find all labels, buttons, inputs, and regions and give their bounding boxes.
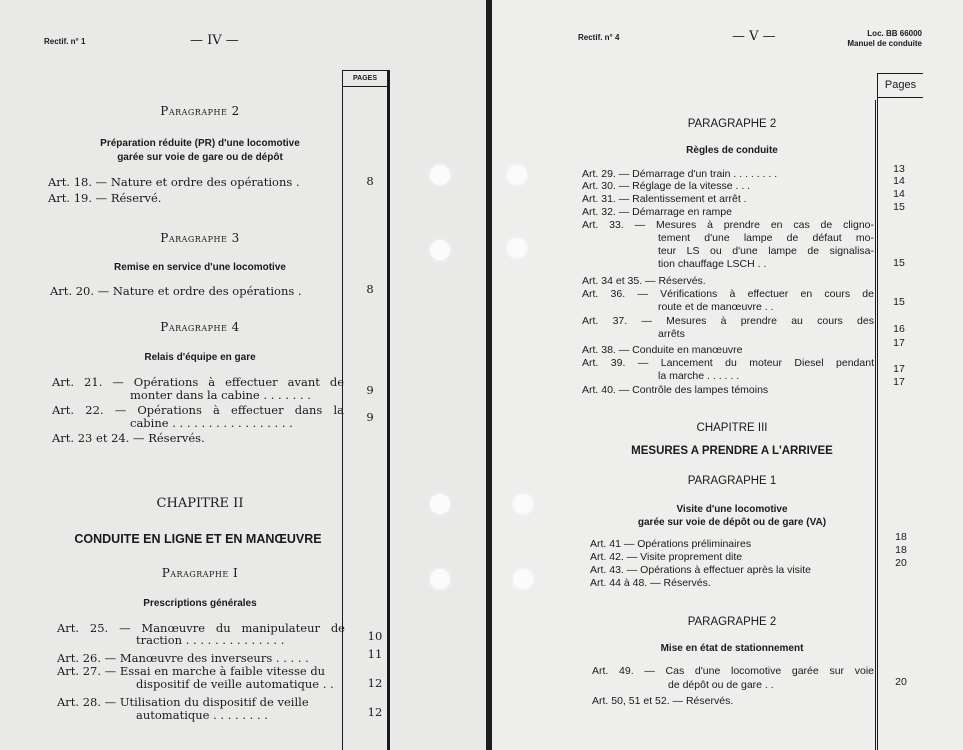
left-paragraph-3-title: Paragraphe 3 <box>160 231 240 245</box>
right-art-39-line1: Art. 39. — Lancement du moteur Diesel pendant <box>582 357 874 369</box>
right-art-38-page: 17 <box>893 337 905 349</box>
left-paragraph-1-heading: Prescriptions générales <box>143 598 257 609</box>
right-art-43-page: 20 <box>895 557 907 569</box>
punch-hole <box>513 494 533 514</box>
left-art-22-line2: cabine . . . . . . . . . . . . . . . . . <box>130 416 293 430</box>
left-rectif-number: Rectif. n° 1 <box>44 37 86 46</box>
right-paragraph-2-title: PARAGRAPHE 2 <box>687 118 777 130</box>
right-art-34-35: Art. 34 et 35. — Réservés. <box>582 275 706 287</box>
right-art-30-page: 14 <box>893 175 905 187</box>
right-paragraph-1-heading-line1: Visite d'une locomotive <box>676 504 788 515</box>
left-art-25-line1: Art. 25. — Manœuvre du manipulateur de <box>57 621 345 635</box>
right-art-31: Art. 31. — Ralentissement et arrêt . <box>582 193 747 205</box>
left-art-21-line2: monter dans la cabine . . . . . . . <box>130 388 311 402</box>
right-art-49-line2: de dépôt ou de gare . . <box>668 679 774 691</box>
left-art-18: Art. 18. — Nature et ordre des opérations . <box>48 175 300 189</box>
left-paragraph-1-title: Paragraphe I <box>161 566 239 580</box>
right-art-32-page: 15 <box>893 201 905 213</box>
left-art-19: Art. 19. — Réservé. <box>48 191 162 205</box>
left-paragraph-4-title: Paragraphe 4 <box>160 320 240 334</box>
left-paragraph-2-title: Paragraphe 2 <box>160 104 240 118</box>
right-art-40: Art. 40. — Contrôle des lampes témoins <box>582 384 769 396</box>
right-art-33-line2: tement d'une lampe de défaut mo- <box>658 232 874 244</box>
right-art-36-page: 15 <box>893 296 905 308</box>
right-chapter-3-title: CHAPITRE III <box>696 422 768 434</box>
right-art-32: Art. 32. — Démarrage en rampe <box>582 206 732 218</box>
right-art-38: Art. 38. — Conduite en manœuvre <box>582 344 743 356</box>
left-art-21-line1: Art. 21. — Opérations à effectuer avant de <box>52 375 344 389</box>
right-art-36-line2: route et de manœuvre . . <box>658 301 774 313</box>
punch-hole <box>507 165 527 185</box>
right-paragraph-1-heading-line2: garée sur voie de dépôt ou de gare (VA) <box>637 517 827 528</box>
left-page-number: — IV — <box>190 33 239 48</box>
right-manual-header <box>822 29 922 49</box>
left-art-20-page: 8 <box>366 282 374 296</box>
left-art-27-line2: dispositif de veille automatique . . <box>136 677 334 691</box>
right-art-39-line2: la marche . . . . . . <box>658 370 740 382</box>
right-art-33-line1: Art. 33. — Mesures à prendre en cas de cligno- <box>582 219 874 231</box>
punch-hole <box>513 569 533 589</box>
right-art-44-48: Art. 44 à 48. — Réservés. <box>590 577 711 589</box>
right-art-36-line1: Art. 36. — Vérifications à effectuer en cours de <box>582 288 874 300</box>
right-art-39-page: 17 <box>893 363 905 375</box>
punch-hole <box>430 240 450 260</box>
left-art-20: Art. 20. — Nature et ordre des opérations . <box>50 284 302 298</box>
right-art-33-line4: tion chauffage LSCH . . <box>658 258 767 270</box>
right-art-49-line1: Art. 49. — Cas d'une locomotive garée sur voie <box>592 665 874 677</box>
right-art-31-page: 14 <box>893 188 905 200</box>
left-art-25-line2: traction . . . . . . . . . . . . . . <box>136 633 285 647</box>
right-art-33-page: 15 <box>893 257 905 269</box>
left-paragraph-3-heading: Remise en service d'une locomotive <box>114 262 286 273</box>
punch-hole <box>430 165 450 185</box>
left-art-28-page: 12 <box>367 705 383 719</box>
left-art-23-24: Art. 23 et 24. — Réservés. <box>52 431 205 445</box>
left-art-18-page: 8 <box>366 174 374 188</box>
right-art-37-line1: Art. 37. — Mesures à prendre au cours des <box>582 315 874 327</box>
right-art-42: Art. 42. — Visite proprement dite <box>590 551 743 563</box>
left-art-27-line1: Art. 27. — Essai en marche à faible vitesse du <box>57 664 326 678</box>
right-art-37-page: 16 <box>893 323 905 335</box>
left-paragraph-2-heading-line2: garée sur voie de gare ou de dépôt <box>117 152 283 163</box>
left-paragraph-4-heading: Relais d'équipe en gare <box>144 352 256 363</box>
left-art-21-page: 9 <box>366 383 374 397</box>
right-art-40-page: 17 <box>893 376 905 388</box>
left-art-26-page: 11 <box>367 647 383 661</box>
right-art-29-page: 13 <box>893 163 905 175</box>
right-art-50-52: Art. 50, 51 et 52. — Réservés. <box>592 695 734 707</box>
right-art-29: Art. 29. — Démarrage d'un train . . . . . . . . <box>582 168 778 180</box>
right-chapter-3-heading: MESURES A PRENDRE A L'ARRIVEE <box>631 445 833 457</box>
right-art-41-page: 18 <box>895 531 907 543</box>
right-paragraph-2-heading: Règles de conduite <box>686 145 778 156</box>
right-art-37-line2: arrêts <box>658 328 685 340</box>
right-art-42-page: 18 <box>895 544 907 556</box>
left-art-25-page: 10 <box>367 629 383 643</box>
right-paragraph-1-title: PARAGRAPHE 1 <box>687 475 777 487</box>
left-art-22-line1: Art. 22. — Opérations à effectuer dans la <box>52 403 344 417</box>
right-rectif-number: Rectif. n° 4 <box>578 33 620 42</box>
right-manual-label: Manuel de conduite <box>847 39 922 48</box>
right-locomotive-label: Loc. BB 66000 <box>867 29 922 38</box>
right-art-33-line3: teur LS ou d'une lampe de signalisa- <box>658 245 874 257</box>
right-page-number: — V — <box>732 29 776 44</box>
left-pages-label: PAGES <box>343 71 387 87</box>
left-chapter-2-title: CHAPITRE II <box>156 496 244 511</box>
right-art-41: Art. 41 — Opérations préliminaires <box>590 538 752 550</box>
right-art-43: Art. 43. — Opérations à effectuer après la visite <box>590 564 811 576</box>
right-paragraph-2b-title: PARAGRAPHE 2 <box>687 616 777 628</box>
right-art-30: Art. 30. — Réglage de la vitesse . . . <box>582 180 751 192</box>
left-art-28-line2: automatique . . . . . . . . <box>136 708 268 722</box>
right-paragraph-2b-heading: Mise en état de stationnement <box>660 643 804 654</box>
left-art-27-page: 12 <box>367 676 383 690</box>
left-paragraph-2-heading-line1: Préparation réduite (PR) d'une locomotive <box>100 138 300 149</box>
punch-hole <box>507 238 527 258</box>
right-pages-label: Pages <box>878 74 923 98</box>
punch-hole <box>430 569 450 589</box>
left-art-26: Art. 26. — Manœuvre des inverseurs . . . . . <box>57 651 309 665</box>
left-chapter-2-heading: CONDUITE EN LIGNE ET EN MANŒUVRE <box>74 532 322 546</box>
left-art-28-line1: Art. 28. — Utilisation du dispositif de veille <box>57 695 309 709</box>
left-art-22-page: 9 <box>366 410 374 424</box>
right-art-49-page: 20 <box>895 676 907 688</box>
right-page <box>492 0 963 750</box>
punch-hole <box>430 494 450 514</box>
